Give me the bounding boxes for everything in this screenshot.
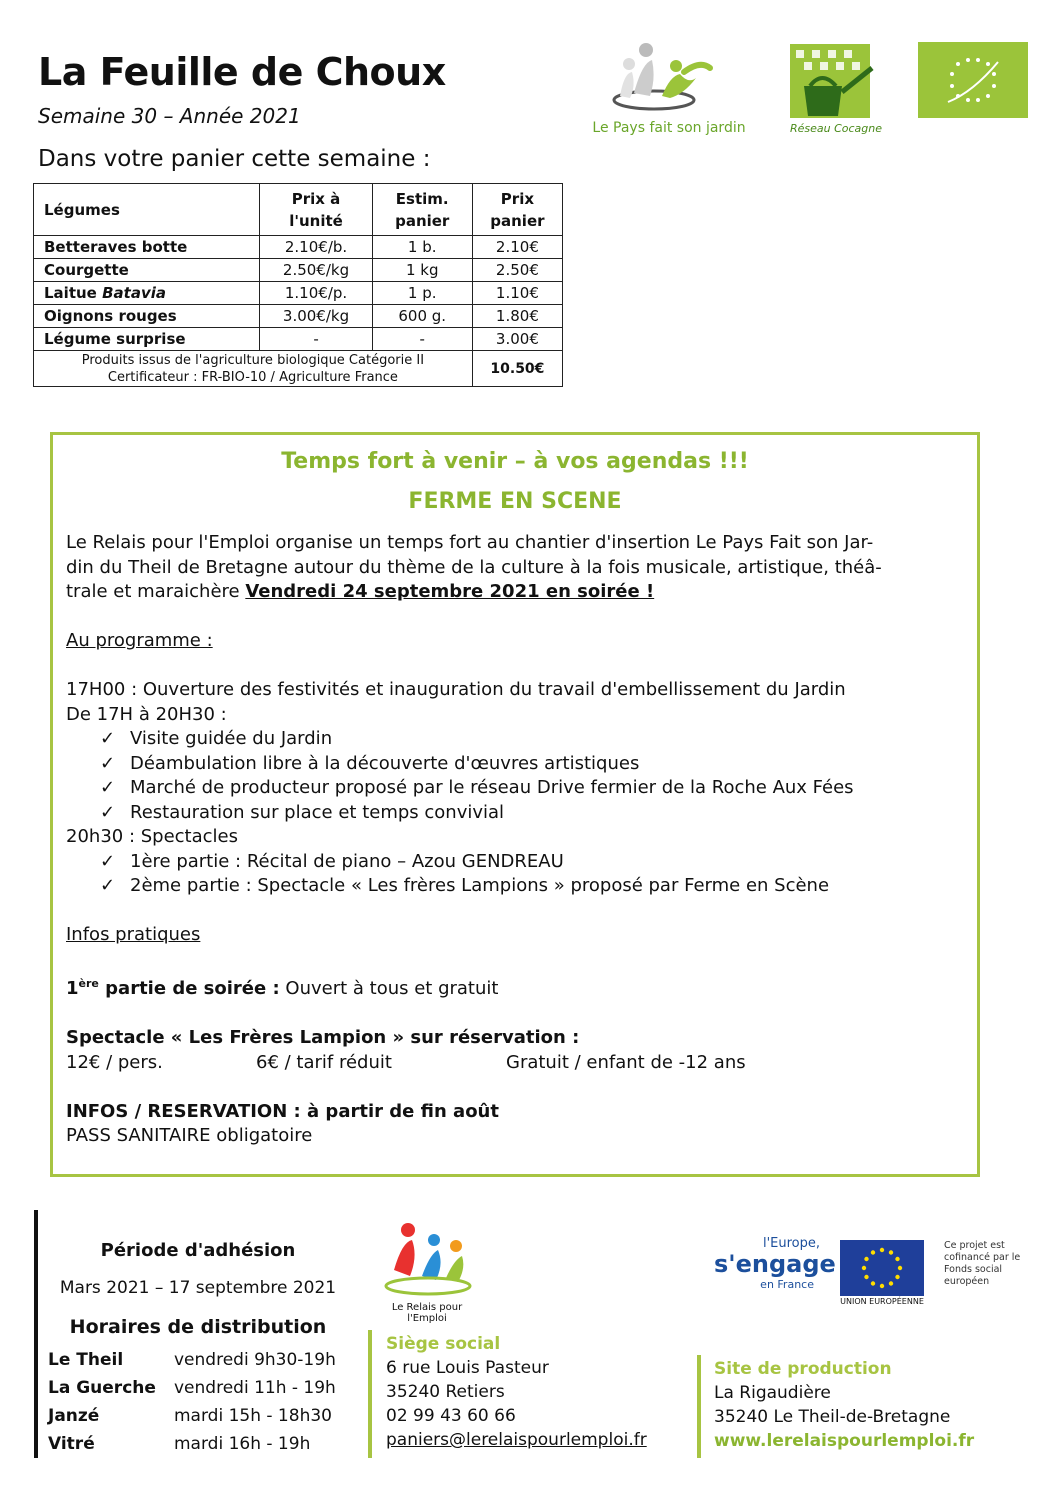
list-item: ✓ Déambulation libre à la découverte d'œuvres artistiques [66, 752, 966, 777]
europe-engage-logo: l'Europe, s'engage en France [714, 1236, 836, 1291]
cocagne-logo-caption: Réseau Cocagne [789, 122, 883, 135]
basket-price: 1.80€ [472, 305, 562, 328]
programme-label: Au programme : [66, 630, 213, 651]
fse-cofinancing-note: Ce projet est cofinancé par le Fonds social européen [944, 1240, 1021, 1287]
event-description [66, 531, 966, 1149]
basket-price: 3.00€ [472, 328, 562, 351]
event-headline: Temps fort à venir – à vos agendas !!! [281, 449, 749, 474]
show-title: Spectacle « Les Frères Lampion » sur réservation : [66, 1027, 580, 1048]
address-line: 35240 Retiers [386, 1382, 505, 1402]
basket-heading: Dans votre panier cette semaine : [38, 146, 431, 172]
slot-heading: 20h30 : Spectacles [66, 826, 238, 847]
distribution-row: Vitré mardi 16h - 19h [48, 1434, 311, 1454]
unit-price: 1.10€/p. [260, 282, 372, 305]
table-row [34, 259, 563, 282]
estimate: 1 p. [372, 282, 472, 305]
certification-note: Produits issus de l'agriculture biologique Catégorie II Certificateur : FR-BIO-10 / Agriculture France [34, 351, 473, 387]
basket-total: 10.50€ [472, 351, 562, 387]
intro-line: trale et maraichère Vendredi 24 septembre 2021 en soirée ! [66, 581, 655, 602]
basket-table [33, 183, 563, 387]
footer-divider [368, 1330, 372, 1458]
eu-organic-logo [918, 42, 1028, 118]
distribution-row: Janzé mardi 15h - 18h30 [48, 1406, 332, 1426]
table-row [34, 282, 563, 305]
table-row [34, 328, 563, 351]
event-box [50, 432, 980, 1177]
price-line [66, 1051, 966, 1076]
relais-logo-caption: Le Relais pour l'Emploi [391, 1302, 463, 1324]
unit-price: 3.00€/kg [260, 305, 372, 328]
address-line: 6 rue Louis Pasteur [386, 1358, 549, 1378]
event-date: Vendredi 24 septembre 2021 en soirée ! [245, 581, 655, 602]
reservation-info: INFOS / RESERVATION : à partir de fin août [66, 1100, 499, 1122]
relais-pour-emploi-logo [372, 1220, 482, 1324]
table-row [34, 236, 563, 259]
people-figures-icon [372, 1220, 482, 1300]
unit-price: 2.10€/b. [260, 236, 372, 259]
membership-period-title: Période d'adhésion [100, 1240, 296, 1261]
list-item: ✓ Visite guidée du Jardin [66, 727, 966, 752]
slot-heading: De 17H à 20H30 : [66, 703, 227, 725]
basket-price: 1.10€ [472, 282, 562, 305]
footer-divider [697, 1355, 701, 1458]
header-basket-price: Prix panier [472, 184, 562, 236]
table-footer-row [34, 351, 563, 387]
head-office-title: Siège social [386, 1334, 501, 1354]
vegetable-name: Légume surprise [34, 328, 260, 351]
checkmark-icon: ✓ [100, 728, 116, 749]
email-link[interactable]: paniers@lerelaispourlemploi.fr [386, 1430, 647, 1450]
document-title: La Feuille de Choux [38, 50, 446, 94]
unit-price: 2.50€/kg [260, 259, 372, 282]
organic-leaf-icon [918, 42, 1028, 118]
list-item: ✓ 2ème partie : Spectacle « Les frères Lampions » proposé par Ferme en Scène [66, 874, 966, 899]
checkmark-icon: ✓ [100, 777, 116, 798]
checkmark-icon: ✓ [100, 752, 116, 774]
reseau-cocagne-logo [786, 42, 886, 142]
address-line: La Rigaudière [714, 1383, 831, 1403]
header-estimate: Estim. panier [372, 184, 472, 236]
price-full: 12€ / pers. [66, 1051, 163, 1073]
sanitary-pass: PASS SANITAIRE obligatoire [66, 1125, 313, 1146]
document-subtitle: Semaine 30 – Année 2021 [38, 104, 301, 128]
table-row [34, 305, 563, 328]
header-unit-price: Prix à l'unité [260, 184, 372, 236]
vegetable-name: Laitue Batavia [34, 282, 260, 305]
pays-fait-son-jardin-logo [584, 38, 754, 142]
distribution-row: La Guerche vendredi 11h - 19h [48, 1378, 336, 1398]
estimate: 1 b. [372, 236, 472, 259]
checkmark-icon: ✓ [100, 875, 116, 896]
phone-number: 02 99 43 60 66 [386, 1406, 516, 1426]
checkmark-icon: ✓ [100, 850, 116, 872]
watering-can-icon [786, 42, 886, 122]
basket-price: 2.50€ [472, 259, 562, 282]
pays-logo-caption: Le Pays fait son jardin [592, 120, 746, 136]
price-child: Gratuit / enfant de -12 ans [506, 1051, 746, 1073]
list-item: ✓ Restauration sur place et temps convivial [66, 801, 966, 826]
membership-period-dates: Mars 2021 – 17 septembre 2021 [59, 1278, 337, 1298]
production-site [714, 1357, 974, 1453]
website-link[interactable]: www.lerelaispourlemploi.fr [714, 1431, 975, 1451]
production-site-title: Site de production [714, 1359, 892, 1379]
checkmark-icon: ✓ [100, 801, 116, 823]
vegetable-variety: Batavia [102, 284, 166, 302]
table-header-row [34, 184, 563, 236]
vegetable-name: Betteraves botte [34, 236, 260, 259]
vegetable-name: Oignons rouges [34, 305, 260, 328]
address-line: 35240 Le Theil-de-Bretagne [714, 1407, 951, 1427]
estimate: 1 kg [372, 259, 472, 282]
gardeners-figures-icon [584, 38, 754, 118]
estimate: 600 g. [372, 305, 472, 328]
distribution-title: Horaires de distribution [69, 1316, 327, 1338]
vegetable-name: Courgette [34, 259, 260, 282]
unit-price: - [260, 328, 372, 351]
list-item: ✓ Marché de producteur proposé par le réseau Drive fermier de la Roche Aux Fées [66, 776, 966, 801]
infos-label: Infos pratiques [66, 924, 201, 945]
part1-info: 1ère partie de soirée : Ouvert à tous et gratuit [66, 977, 499, 999]
list-item: ✓ 1ère partie : Récital de piano – Azou GENDREAU [66, 850, 966, 875]
eu-flag-icon [840, 1240, 924, 1296]
intro-line: Le Relais pour l'Emploi organise un temps fort au chantier d'insertion Le Pays Fait son Jar- [66, 532, 874, 553]
basket-price: 2.10€ [472, 236, 562, 259]
intro-line: din du Theil de Bretagne autour du thème de la culture à la fois musicale, artistique, théâ- [66, 556, 882, 578]
opening-line: 17H00 : Ouverture des festivités et inauguration du travail d'embellissement du Jardin [66, 679, 846, 700]
eu-caption: UNION EUROPÉENNE [840, 1297, 924, 1306]
head-office [386, 1332, 647, 1452]
header-vegetables: Légumes [34, 184, 260, 236]
price-reduced: 6€ / tarif réduit [256, 1051, 392, 1073]
distribution-row: Le Theil vendredi 9h30-19h [48, 1350, 336, 1370]
footer-divider [34, 1210, 38, 1458]
estimate: - [372, 328, 472, 351]
event-name: FERME EN SCENE [408, 489, 622, 514]
